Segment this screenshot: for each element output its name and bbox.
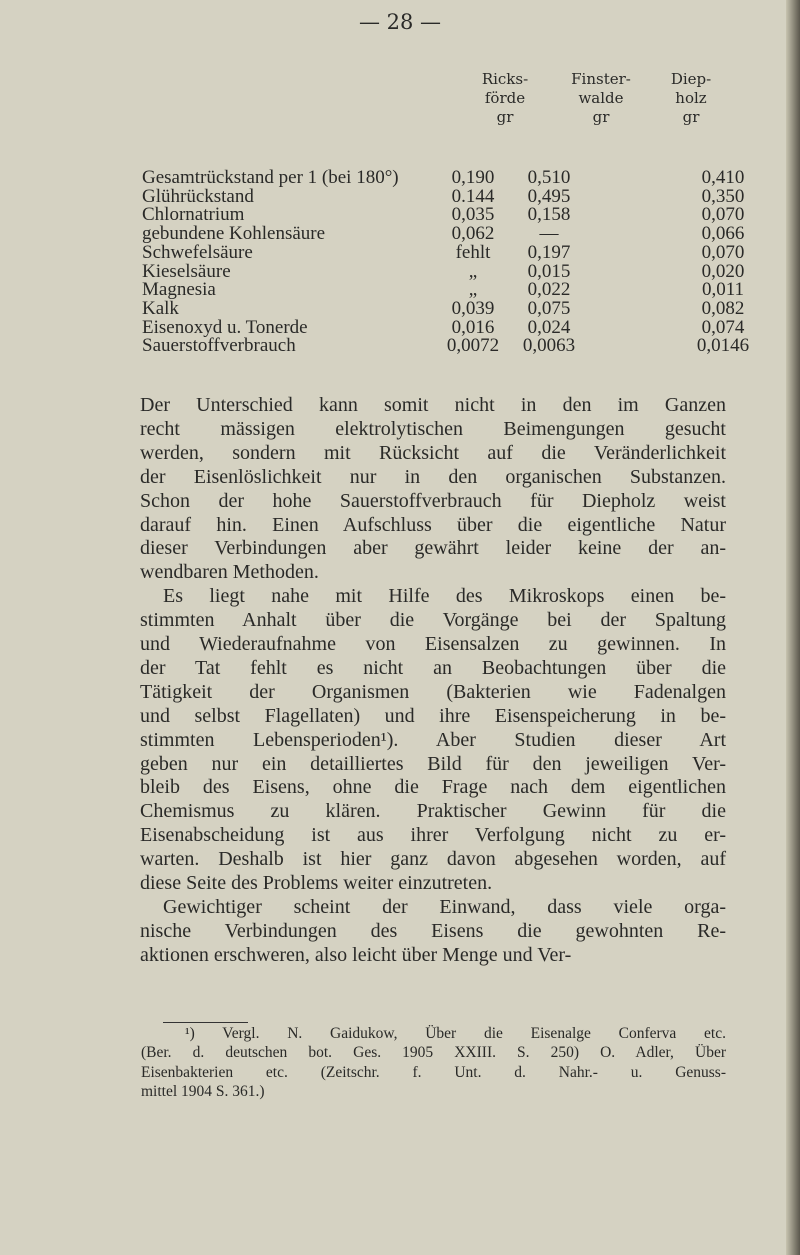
paragraph-line: und selbst Flagellaten) und ihre Eisenspeicherung in be- bbox=[140, 704, 726, 727]
paragraph-line: bleib des Eisens, ohne die Frage nach dem eigentlichen bbox=[140, 776, 726, 799]
paragraph-line: darauf hin. Einen Aufschluss über die eigentliche Natur bbox=[140, 513, 726, 536]
cell-value: „ bbox=[468, 279, 478, 301]
cell-value: 0,410 bbox=[701, 167, 745, 188]
table-row bbox=[142, 167, 745, 188]
table-row bbox=[142, 241, 745, 263]
paragraph-line: Es liegt nahe mit Hilfe des Mikroskops einen be- bbox=[163, 585, 726, 608]
cell-value: 0,0146 bbox=[696, 335, 750, 357]
row-label: Sauerstoffverbrauch bbox=[142, 335, 296, 357]
cell-value: 0,016 bbox=[451, 316, 495, 338]
row-label: Magnesia bbox=[142, 279, 216, 301]
cell-value: 0.144 bbox=[451, 185, 495, 207]
row-label: Kieselsäure bbox=[142, 260, 231, 282]
paragraph-line: Chemismus zu klären. Praktischer Gewinn für die bbox=[140, 800, 726, 823]
cell-value: „ bbox=[468, 260, 478, 282]
row-label: Eisenoxyd u. Tonerde bbox=[142, 316, 308, 338]
paragraph-line: geben nur ein detailliertes Bild für den jeweiligen Ver- bbox=[140, 752, 726, 775]
cell-value: 0,070 bbox=[701, 204, 745, 226]
paragraph-line: Tätigkeit der Organismen (Bakterien wie Fadenalgen bbox=[140, 680, 726, 703]
table-row bbox=[142, 279, 745, 301]
paragraph-line: dieser Verbindungen aber gewährt leider keine der an- bbox=[140, 537, 726, 560]
paragraph-line: werden, sondern mit Rücksicht auf die Veränderlichkeit bbox=[140, 441, 726, 464]
table-row bbox=[142, 297, 745, 319]
row-label: Schwefelsäure bbox=[142, 241, 253, 263]
row-label: Glührückstand bbox=[142, 185, 254, 207]
cell-value: fehlt bbox=[455, 241, 491, 263]
paragraph-line: wendbaren Methoden. bbox=[140, 561, 319, 584]
cell-value: 0,020 bbox=[701, 260, 745, 282]
paragraph-line: der Tat fehlt es nicht an Beobachtungen über die bbox=[140, 656, 726, 679]
cell-value: 0,015 bbox=[527, 260, 571, 282]
paragraph-line: warten. Deshalb ist hier ganz davon abgesehen worden, auf bbox=[140, 848, 726, 871]
cell-value: 0,0072 bbox=[446, 335, 500, 357]
cell-value: 0,074 bbox=[701, 316, 745, 338]
cell-value: 0,510 bbox=[527, 167, 571, 188]
page-number: — 28 — bbox=[358, 10, 442, 34]
paragraph-line: Eisenabscheidung ist aus ihrer Verfolgung nicht zu er- bbox=[140, 824, 726, 847]
paragraph-line: Gewichtiger scheint der Einwand, dass viele orga- bbox=[163, 895, 726, 918]
paragraph-line: aktionen erschweren, also leicht über Menge und Ver- bbox=[140, 943, 572, 966]
footnote-line: (Ber. d. deutschen bot. Ges. 1905 XXIII. S. 250) O. Adler, Über bbox=[141, 1044, 726, 1062]
row-label: Kalk bbox=[142, 297, 179, 319]
footnote-rule bbox=[163, 1022, 248, 1023]
table-row bbox=[142, 335, 750, 357]
row-label: Chlornatrium bbox=[142, 204, 245, 226]
cell-value: 0,495 bbox=[527, 185, 571, 207]
column-header-ricksforde: Ricks- förde gr bbox=[481, 70, 529, 126]
paragraph-line: stimmten Anhalt über die Vorgänge bei der Spaltung bbox=[140, 609, 726, 632]
paragraph-line: diese Seite des Problems weiter einzutreten. bbox=[140, 872, 493, 894]
cell-value: 0,082 bbox=[701, 297, 745, 319]
footnote-line: ¹) Vergl. N. Gaidukow, Über die Eisenalge Conferva etc. bbox=[185, 1025, 726, 1042]
paragraph-line: stimmten Lebensperioden¹). Aber Studien dieser Art bbox=[140, 728, 726, 751]
paragraph-line: Schon der hohe Sauerstoffverbrauch für Diepholz weist bbox=[140, 489, 726, 512]
cell-value: 0,158 bbox=[527, 204, 571, 226]
paragraph-line: nische Verbindungen des Eisens die gewohnten Re- bbox=[140, 919, 726, 942]
cell-value: 0,062 bbox=[451, 223, 495, 245]
cell-value: 0,011 bbox=[701, 279, 745, 301]
cell-value: 0,350 bbox=[701, 185, 745, 207]
cell-value: 0,190 bbox=[451, 167, 495, 188]
cell-value: 0,039 bbox=[451, 297, 495, 319]
cell-value: 0,197 bbox=[527, 241, 571, 263]
cell-value: 0,035 bbox=[451, 204, 495, 226]
cell-value: 0,075 bbox=[527, 297, 571, 319]
cell-value: 0,022 bbox=[527, 279, 571, 301]
cell-value: 0,0063 bbox=[522, 335, 576, 357]
page-edge-shadow bbox=[786, 0, 800, 1255]
column-header-diepholz: Diep- holz gr bbox=[670, 70, 712, 126]
row-label: Gesamtrückstand per 1 (bei 180°) bbox=[142, 167, 399, 188]
row-label: gebundene Kohlensäure bbox=[142, 223, 326, 245]
table-row bbox=[142, 260, 745, 282]
column-header-finsterwalde: Finster- walde gr bbox=[571, 70, 631, 126]
cell-value: — bbox=[539, 223, 559, 245]
footnote-line: Eisenbakterien etc. (Zeitschr. f. Unt. d. Nahr.- u. Genuss- bbox=[141, 1063, 726, 1081]
cell-value: 0,024 bbox=[527, 316, 571, 338]
paragraph-line: Der Unterschied kann somit nicht in den im Ganzen bbox=[140, 394, 726, 416]
footnote-line: mittel 1904 S. 361.) bbox=[141, 1082, 265, 1100]
paragraph-line: und Wiederaufnahme von Eisensalzen zu gewinnen. In bbox=[140, 633, 726, 655]
cell-value: 0,070 bbox=[701, 241, 745, 263]
cell-value: 0,066 bbox=[701, 223, 745, 245]
paragraph-line: recht mässigen elektrolytischen Beimengungen gesucht bbox=[140, 417, 726, 440]
paragraph-line: der Eisenlöslichkeit nur in den organischen Substanzen. bbox=[140, 465, 726, 488]
